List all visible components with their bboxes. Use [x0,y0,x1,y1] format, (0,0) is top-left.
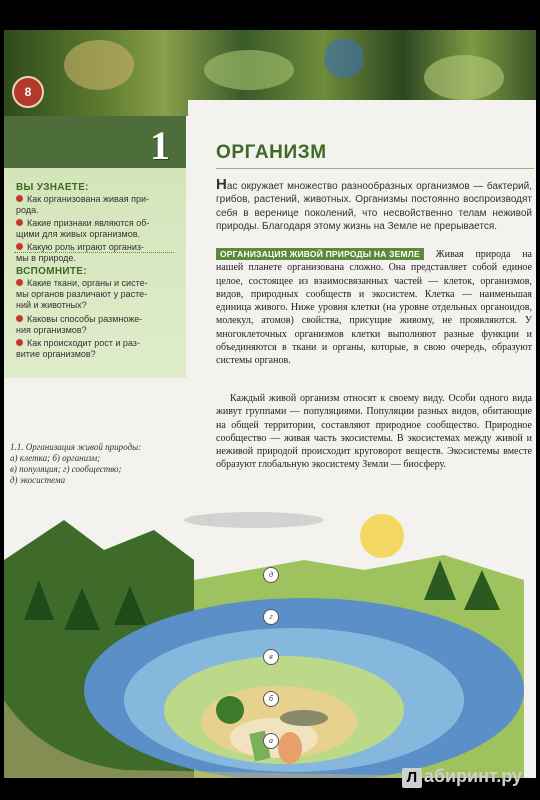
figure-caption [10,442,185,486]
recall-item-text: Каковы способы размноже- ния организмов? [16,314,143,335]
watermark [402,766,522,788]
recall-item-text: Какие ткани, органы и систе- мы органов различают у расте- ний и животных? [16,278,148,310]
paragraph-1-text: Живая природа на нашей планете организована сложно. Она представляет собой единое целое, состоящее из взаимосвязанных частей — клеток, организмов, видов, природных сообществ и экосистем. Клетка — наименьшая единица живого. Ниже уровня клетки (на уровне отдельных органоидов, молекул, атомов) свойства, присущие живому, не проявляются. У многоклеточных организмов клетки выполняют разные функции и объединяются в ткани и органы, которые, в свою очередь, образуют системы органов. [216,249,532,367]
page-number: 8 [12,76,44,108]
watermark-text: абиринт.ру [423,766,522,786]
textbook-page [4,30,536,778]
caption-title: 1.1. Организация живой природы: [10,442,142,452]
learn-item [16,218,182,240]
level-label: а [263,733,279,749]
bullet-icon [16,243,23,250]
caption-line: д) экосистема [10,475,66,485]
level-label: б [263,691,279,707]
intro-paragraph [216,176,532,233]
intro-text: ас окружает множество разнообразных организмов — бактерий, грибов, растений, животных. Организмы постоянно воспроизводят себя в веренице поколений, что несвойственно телам неживой природы. Благодаря этому жизнь на Земле не прерывается. [216,181,532,232]
paragraph-2: Каждый живой организм относят к своему виду. Особи одного вида живут группами — популяциями. Популяции разных видов, обитающие на общей территории, составляют природное сообщество. Природное сообщество — живая часть экосистемы. В экосистемах между живой и неживой природой происходит круговорот веществ. Экосистемы вместе образуют глобальную экосистему Земли — биосферу. [216,393,532,471]
level-label: г [263,609,279,625]
recall-item-text: Как происходит рост и раз- витие организмов? [16,338,140,359]
bullet-icon [16,315,23,322]
recall-item [16,278,182,311]
caption-line: в) популяция; г) сообщество; [10,464,122,474]
chapter-number: 1 [150,123,170,168]
bullet-icon [16,219,23,226]
bullet-icon [16,339,23,346]
learn-item [16,194,182,216]
bullet-icon [16,279,23,286]
recall-item [16,314,182,336]
level-label: д [263,567,279,583]
learn-item-text: Как организована живая при- рода. [16,194,149,215]
page-title: ОРГАНИЗМ [216,142,327,163]
drop-cap: Н [216,176,227,193]
watermark-logo: Л [402,768,422,788]
recall-title: ВСПОМНИТЕ: [16,266,87,277]
main-header-area [188,100,536,140]
recall-item [16,338,182,360]
title-rule [216,168,534,169]
level-label: в [263,649,279,665]
learn-item-text: Какую роль играют организ- мы в природе. [16,242,145,263]
side-divider [14,252,174,253]
caption-line: а) клетка; б) организм; [10,453,101,463]
section-tag: ОРГАНИЗАЦИЯ ЖИВОЙ ПРИРОДЫ НА ЗЕМЛЕ [216,248,424,260]
learn-item [16,242,182,264]
paragraph-1 [216,248,532,368]
learn-item-text: Какие признаки являются об- щими для живых организмов. [16,218,150,239]
learn-title: ВЫ УЗНАЕТЕ: [16,182,89,193]
bullet-icon [16,195,23,202]
